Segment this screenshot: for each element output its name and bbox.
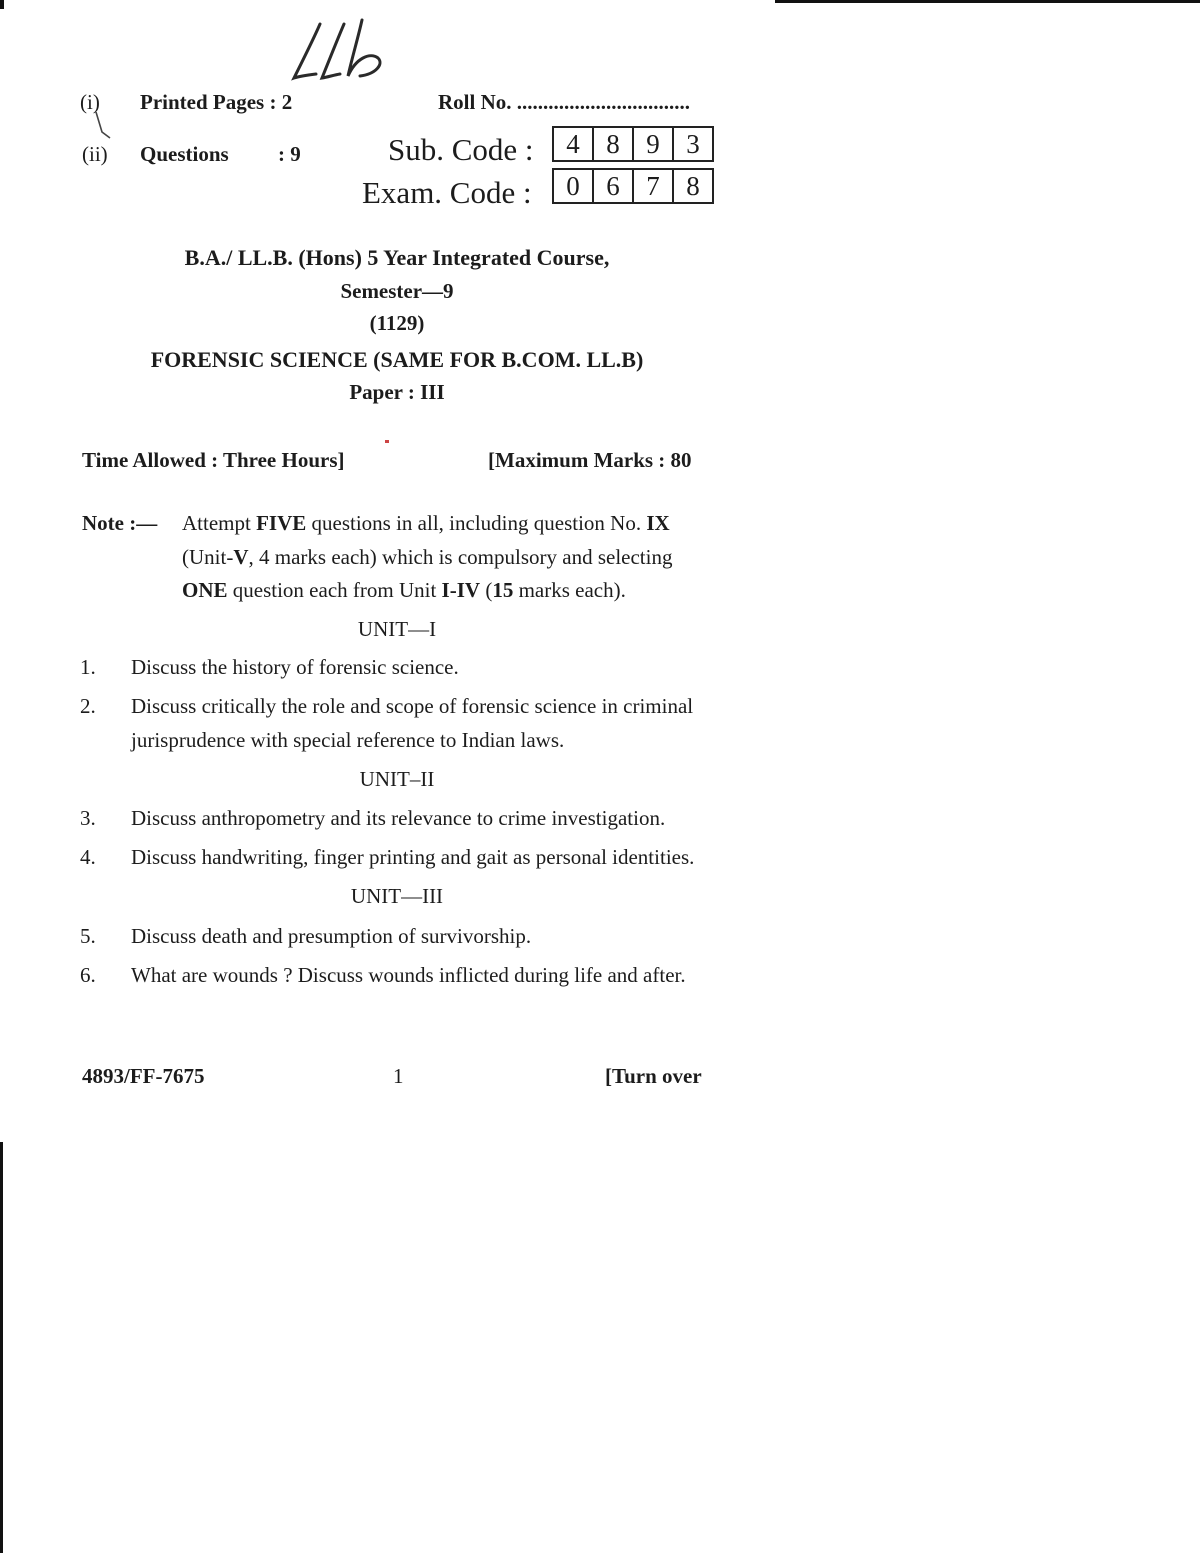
ink-speck [385,440,389,443]
note-line-3 [182,578,626,603]
note-line-1 [182,511,670,536]
sub-code-boxes [552,126,714,162]
question-text: Discuss critically the role and scope of forensic science in criminal [131,694,694,718]
note-emphasis: V [233,545,249,569]
note-text: Attempt [182,511,257,535]
sub-code-digit: 8 [594,128,634,160]
question-text: jurisprudence with special reference to Indian laws. [131,728,565,752]
paper-number: Paper : III [349,380,445,404]
note-text: (Unit- [182,545,234,569]
question-number: 6. [80,963,96,987]
questions-label: Questions [140,142,229,166]
question-text: Discuss handwriting, finger printing and gait as personal identities. [131,845,695,869]
printed-pages: Printed Pages : 2 [140,90,293,114]
unit-heading: UNIT—III [350,884,444,908]
note-label: Note :— [82,511,158,535]
question-text: Discuss death and presumption of survivorship. [131,924,532,948]
course-title: B.A./ LL.B. (Hons) 5 Year Integrated Course, [184,245,610,270]
footer-code: 4893/FF-7675 [82,1064,205,1088]
unit-heading: UNIT–II [359,767,435,791]
questions-index: (ii) [82,142,108,166]
note-text: , 4 marks each) which is compulsory and selecting [248,545,673,569]
question-number: 5. [80,924,96,948]
question-number: 1. [80,655,96,679]
note-text: ( [480,578,493,602]
roll-no: Roll No. ................................. [438,90,690,114]
note-text: questions in all, including question No. [306,511,647,535]
page-number: 1 [393,1064,404,1088]
question-text: What are wounds ? Discuss wounds inflicted during life and after. [131,963,686,987]
exam-code-digit: 0 [554,170,594,202]
note-emphasis: I-IV [441,578,481,602]
question-text: Discuss anthropometry and its relevance to crime investigation. [131,806,666,830]
question-number: 2. [80,694,96,718]
time-allowed: Time Allowed : Three Hours] [82,448,345,472]
note-emphasis: IX [646,511,670,535]
semester: Semester—9 [340,279,454,303]
note-text: marks each). [513,578,626,602]
sub-code-digit: 9 [634,128,674,160]
handwritten-mark [286,18,396,88]
max-marks: [Maximum Marks : 80 [488,448,692,472]
question-text: Discuss the history of forensic science. [131,655,459,679]
scan-edge-top [775,0,1200,3]
printed-pages-index: (i) [80,90,100,114]
sub-code-label: Sub. Code : [388,132,534,167]
question-number: 3. [80,806,96,830]
scan-edge-left [0,1142,3,1553]
note-emphasis: FIVE [256,511,307,535]
sub-code-digit: 3 [686,129,700,159]
exam-code-label: Exam. Code : [362,175,532,210]
subject-title: FORENSIC SCIENCE (SAME FOR B.COM. LL.B) [150,347,644,372]
note-text: question each from Unit [227,578,442,602]
turn-over: [Turn over [605,1064,702,1088]
unit-heading: UNIT—I [357,617,437,641]
questions-count: : 9 [278,142,301,166]
note-line-2 [182,545,672,570]
question-number: 4. [80,845,96,869]
course-code: (1129) [369,311,425,335]
scan-edge-left-top [0,0,4,9]
note-emphasis: ONE [182,578,228,602]
note-emphasis: 15 [492,578,514,602]
exam-code-digit: 7 [634,170,674,202]
exam-code-digit: 8 [686,171,700,201]
exam-code-boxes [552,168,714,204]
exam-code-digit: 6 [594,170,634,202]
sub-code-digit: 4 [554,128,594,160]
